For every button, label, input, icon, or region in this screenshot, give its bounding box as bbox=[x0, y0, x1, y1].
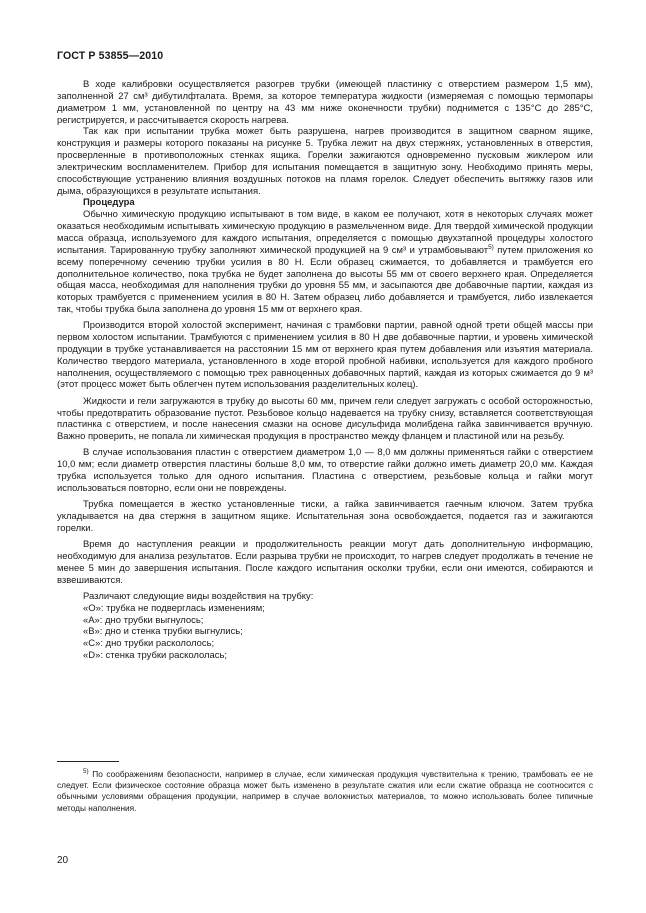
effect-item-b: «В»: дно и стенка трубки выгнулись; bbox=[83, 626, 243, 638]
footnote-body: По соображениям безопасности, например в случае, если химическая продукция чувствительна к трению, трамбовать ее не следует. Если физическое состояние образца может быть изменено в результате сжатия или если сжатие образца не соотносится с обычными условиями обращения продукции, например в случае волокнистых материалов, то можно использовать более типичные методы наполнения. bbox=[57, 769, 593, 813]
footnote bbox=[57, 769, 593, 814]
paragraph-calibration: В ходе калибровки осуществляется разогрев трубки (имеющей пластинку с отверстием размером 1,5 мм), заполненной 27 см³ дибутилфталата. Время, за которое температура жидкости (измеряемая с помощью термопары диаметром 1 мм, установленной по центру на 43 мм ниже оконечности трубки) поднимется с 135°С до 285°С, регистрируется, и рассчитывается скорость нагрева. bbox=[57, 79, 593, 126]
document-header: ГОСТ Р 53855—2010 bbox=[57, 50, 164, 62]
page-number: 20 bbox=[57, 855, 69, 866]
effect-item-a: «А»: дно трубки выгнулось; bbox=[83, 614, 204, 626]
footnote-text bbox=[57, 769, 593, 814]
paragraph-vice-mounting: Трубка помещается в жестко установленные тиски, а гайка завинчивается гаечным ключом. Затем трубка укладывается на два стержня в защитном ящике. Испытательная зона освобождается, подается газ и зажигаются горелки. bbox=[57, 499, 593, 534]
footnote-reference: 5) bbox=[488, 243, 494, 251]
paragraph-reaction-time: Время до наступления реакции и продолжительность реакции могут дать дополнительную информацию, необходимую для анализа результатов. Если разрыва трубки не происходит, то нагрев следует продолжать в течение не менее 5 мин до завершения испытания. После каждого испытания осколки трубки, если они имеются, собираются и взвешиваются. bbox=[57, 539, 593, 586]
effect-item-d: «D»: стенка трубки раскололась; bbox=[83, 650, 228, 662]
paragraph-orifice-plates: В случае использования пластин с отверстием диаметром 1,0 — 8,0 мм должны применяться гайки с отверстием 10,0 мм; если диаметр отверстия пластины больше 8,0 мм, то отверстие гайки должно иметь диаметр 20,0 мм. Каждая трубка используется только для одного испытания. Пластина с отверстием, резьбовые кольца и гайки могут использоваться повторно, если они не повреждены. bbox=[57, 447, 593, 495]
paragraph-liquids-gels: Жидкости и гели загружаются в трубку до высоты 60 мм, причем гели следует загружать с особой осторожностью, чтобы предотвратить образование пустот. Резьбовое кольцо надевается на трубку снизу, вставляется соответствующая пластинка с отверстием, и после нанесения смазки на основе дисульфида молибдена гайка завинчивается вручную. Важно проверить, не попала ли химическая продукция в пространство между фланцем и пластиной или на резьбу. bbox=[57, 395, 593, 443]
procedure-heading: Процедура bbox=[83, 197, 135, 209]
effect-item-c: «С»: дно трубки раскололось; bbox=[83, 638, 215, 650]
footnote-divider bbox=[57, 761, 119, 762]
document-body bbox=[57, 79, 593, 662]
paragraph-sample-filling-part1: Обычно химическую продукцию испытывают в том виде, в каком ее получают, хотя в некоторых случаях может оказаться необходимым испытывать химическую продукцию в размельченном виде. Для твердой химической продукции масса образца, используемого для каждого испытания, определяется с помощью двухэтапной процедуры холостого испытания. Тарированную трубку заполняют химической продукцией на 9 см³ и утрамбовывают bbox=[57, 209, 593, 256]
paragraph-sample-filling bbox=[57, 209, 593, 316]
paragraph-second-blank-test: Производится второй холостой эксперимент, начиная с трамбовки партии, равной одной трети общей массы при первом холостом испытании. Трамбуются с применением усилия в 80 Н две добавочные партии, и уровень химической продукции в трубке устанавливается на расстоянии 15 мм от верхнего края путем добавления или изъятия материала. Количество твердого материала, установленного в ходе второй пробной набивки, используется для каждого пробного наполнения, осуществляемого с помощью трех равноценных добавочных партий, каждая из которых сжимается до 9 м³ (этот процесс может быть облегчен путем использования разделительных колец). bbox=[57, 320, 593, 391]
footnote-mark: 5) bbox=[83, 768, 89, 775]
effect-item-o: «О»: трубка не подверглась изменениям; bbox=[83, 602, 265, 614]
paragraph-effects-intro: Различают следующие виды воздействия на трубку: bbox=[83, 590, 314, 602]
paragraph-protective-box: Так как при испытании трубка может быть разрушена, нагрев производится в защитном сварном ящике, конструкция и размеры которого показаны на рисунке 5. Трубка лежит на двух стержнях, установленных в отверстия, просверленные в противоположных стенках ящика. Горелки зажигаются одновременно пусковым жиклером или электрическим воспламенителем. Прибор для испытания помещается в защитную зону. Необходимо принять меры, способствующие устранению влияния воздушных потоков на пламя горелок. Следует обеспечить вытяжку газов или дыма, образующихся в результате испытания. bbox=[57, 126, 593, 197]
paragraph-sample-filling-part2: путем приложения ко всему поперечному сечению трубки усилия в 80 Н. Если образец сжимается, то добавляется и трамбуется его дополнительное количество, пока трубка не будет заполнена до высоты 55 мм от своего верхнего края. Определяется общая масса, необходимая для наполнения трубки до уровня 55 мм, и засыпаются две добавочные партии, каждая из которых трамбуется с применением усилия в 80 Н. Затем образец либо добавляется и трамбуется, либо извлекается так, чтобы трубка была заполнена до уровня 15 мм от верхнего края. bbox=[57, 244, 593, 316]
